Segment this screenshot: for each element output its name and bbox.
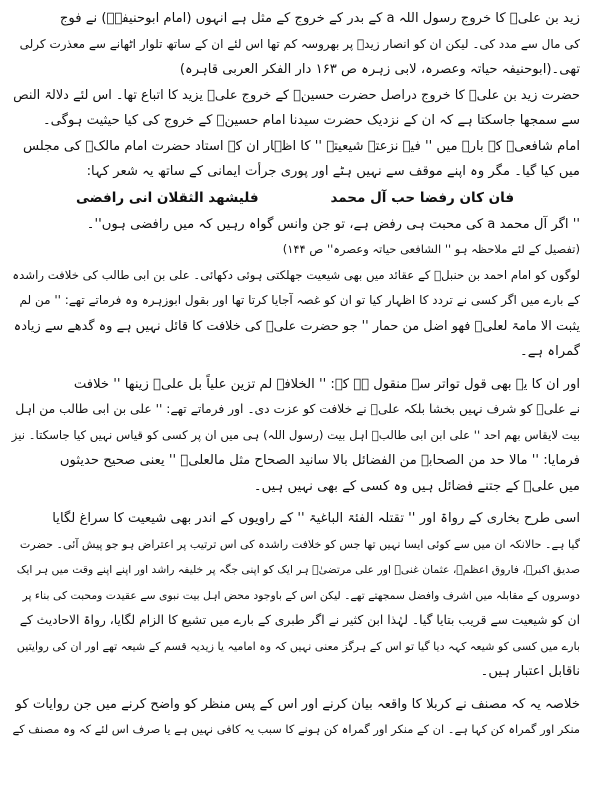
paragraph-3	[10, 134, 580, 263]
citation-line: (تفصیل کے لئے ملاحظہ ہو '' الشافعی حیاتہ وعصرہ'' ص ۱۴۴)	[282, 242, 580, 256]
text-line: صدیق اکبرؓ، فاروق اعظمؓ، عثمان غنیؓ اور علی مرتضیٰؓ ہر ایک کو اپنی جگہ پر خلیفہ راشد اور اپنے اپنے وقت میں ہر ایک	[16, 563, 580, 576]
text-line: گیا ہے۔ حالانکہ ان میں سے کوئی ایسا نہیں تھا جس کو خلافت راشدہ کی اس ترتیب پر اعتراض ہو جو پیش آئی۔ حضرت	[19, 537, 580, 551]
verse-translation: '' اگر آل محمد a کی محبت ہی رفض ہے، تو جن وانس گواہ رہیں کہ میں رافضی ہوں''۔	[86, 216, 580, 232]
text-line: امام شافعیؒ کے بارے میں '' فیہ نزعتہ شیعیتہ '' کا اظہار ان کے استاد حضرت امام مالکؒ کی مجلس	[22, 138, 580, 154]
text-line: خلاصہ یہ کہ مصنف نے کربلا کا واقعہ بیان کرنے اور اس کے پس منظر کو واضح کرنے میں جن روایات کو	[15, 696, 580, 712]
arabic-verse	[10, 185, 580, 212]
text-line: میں علیؓ کے جتنے فضائل ہیں وہ کسی کے بھی نہیں ہیں۔	[253, 478, 580, 494]
paragraph-7	[10, 692, 580, 743]
text-line: بیت لایقاس بھم احد '' علی ابن ابی طالبؓ اہل بیت (رسول اللہ) ہی میں ان پر کسی کو قیاس نہیں کیا جاسکتا۔ نیز	[11, 427, 580, 442]
text-line: میں کیا گیا۔ مگر وہ اپنے موقف سے نہیں ہٹے اور پوری جرأت ایمانی کے ساتھ یہ شعر کہا:	[86, 164, 580, 179]
text-line: کے بارے میں اگر کسی نے تردد کا اظہار کیا تو ان کو غصہ آجایا کرتا تھا اور بقول ابوزہرہ وہ فرماتے تھے: '' من لم	[19, 293, 580, 307]
text-line: اور ان کا یہ بھی قول تواتر سے منقول ہے کہ: '' الخلافۃ لم تزین علیاً بل علیؓ زینھا '' خلافت	[73, 376, 580, 392]
paragraph-2	[10, 83, 580, 134]
citation-line: تھی۔(ابوحنیفہ حیاتہ وعصرہ، لابی زہرہ ص ۱۶۳ دار الفکر العربی قاہرہ)	[179, 62, 580, 77]
text-line: زید بن علیؓ کا خروج رسول اللہ a کے بدر کے خروج کے مثل ہے انہوں (امام ابوحنیفہؒ) نے فوج	[59, 11, 580, 26]
text-line: ناقابل اعتبار ہیں۔	[480, 664, 580, 679]
verse-hemistich-1: فان کان رفضا حب آل محمد	[330, 189, 515, 206]
text-line: ان کو شیعیت سے قریب بتایا گیا۔ لہٰذا ابن کثیر نے اگر طبری کے بارے میں تشیع کا الزام لگایا، رواۃ الاحادیث کے	[19, 613, 580, 627]
text-line: لوگوں کو امام احمد بن حنبلؒ کے عقائد میں بھی شیعیت جھلکتی ہوئی دکھائی۔ علی بن ابی طالب کی خلافت راشدہ	[12, 267, 580, 282]
text-line: منکر اور گمراہ کن کہا ہے۔ ان کے منکر اور گمراہ کن ہونے کا سبب یہ کافی نہیں ہے یا صرف اس لئے کہ وہ مصنف کے	[12, 722, 580, 736]
text-line: یثبت الا مامۃ لعلیؓ فھو اضل من حمار '' جو حضرت علیؓ کی خلافت کا قائل نہیں ہے وہ گدھے سے زیادہ	[13, 318, 580, 334]
paragraph-4	[10, 263, 580, 365]
text-line: فرمایا: '' مالا حد من الصحابۃ من الفضائل بالا سانید الصحاح مثل مالعلیؓ '' یعنی صحیح حدیثوں	[59, 453, 580, 468]
text-line: سے سمجھا جاسکتا ہے کہ ان کے نزدیک حضرت سیدنا امام حسینؓ کے خروج کی کیا حیثیت ہوگی۔	[42, 113, 580, 128]
text-line: نے علیؓ کو شرف نہیں بخشا بلکہ علیؓ نے خلافت کو عزت دی۔ اور فرماتے تھے: '' علی بن ابی طالب من اہل	[15, 402, 580, 416]
verse-hemistich-2: فلیشھد الثقلان انی رافضی	[75, 189, 259, 206]
paragraph-6	[10, 506, 580, 685]
text-line: گمراہ ہے۔	[520, 344, 580, 359]
text-line: کی مال سے مدد کی۔ لیکن ان کو انصار زیدؒ پر بھروسہ کم تھا اس لئے ان کے ساتھ تلوار اٹھانے سے معذرت کرلی	[19, 36, 580, 51]
paragraph-5	[10, 372, 580, 500]
text-line: دوسروں کے مقابلہ میں اشرف وافضل سمجھتے تھے۔ لیکن اس کے باوجود محض اہل بیت نبوی سے عقیدت ومحبت کی بناء پر	[22, 588, 580, 602]
text-line: حضرت زید بن علیؓ کا خروج دراصل حضرت حسینؓ کے خروج علیؓ یزید کا اتباع تھا۔ اس لئے دلالۃ النص	[13, 87, 580, 103]
paragraph-1	[10, 6, 580, 83]
text-line: بارے میں کسی کو شیعہ کہہ دیا گیا تو اس کے ہرگز معنی نہیں کہ وہ امامیہ یا زیدیہ قسم کے شیعہ تھے اور ان کی روایتیں	[16, 639, 580, 653]
text-line: اسی طرح بخاری کے رواۃ اور '' تقتلہ الفئۃ الباغیۃ '' کے راویوں کے اندر بھی شیعیت کا سراغ لگایا	[52, 511, 580, 526]
